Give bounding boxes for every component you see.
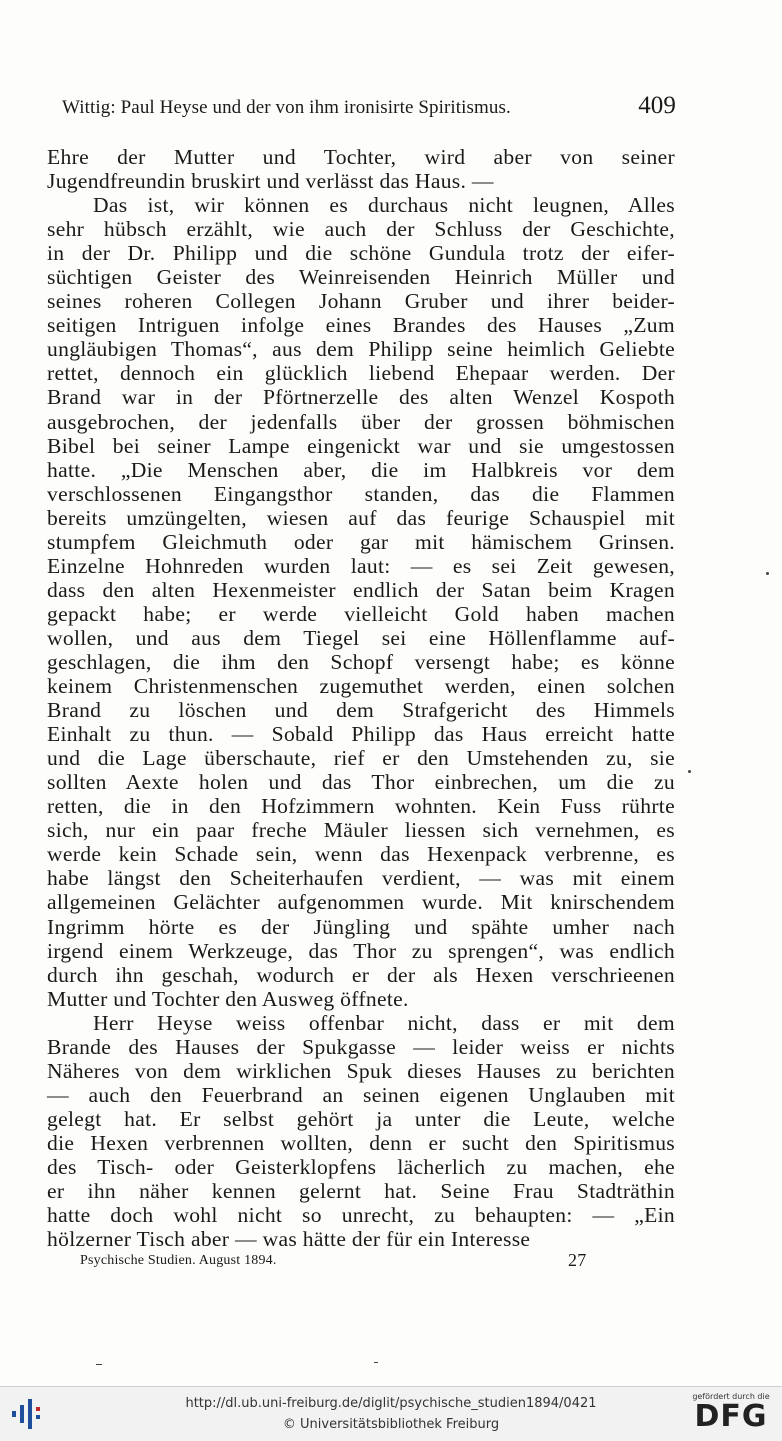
text-line: seines roheren Collegen Johann Gruber und ihrer beider-: [47, 289, 675, 314]
dfg-caption: gefördert durch die: [692, 1392, 770, 1401]
text-line: hölzerner Tisch aber — was hätte der für ein Interesse: [47, 1227, 531, 1252]
sheet-signature: 27: [568, 1250, 587, 1270]
text-line: keinem Christenmenschen zugemuthet werden, einen solchen: [47, 674, 675, 699]
text-line: und die Lage überschaute, rief er den Umstehenden zu, sie: [47, 746, 675, 771]
text-line: ungläubigen Thomas“, aus dem Philipp seine heimlich Geliebte: [47, 337, 675, 362]
dfg-logo-text: DFG: [694, 1399, 768, 1434]
text-line: — auch den Feuerbrand an seinen eigenen Unglauben mit: [47, 1082, 675, 1107]
text-line: sich, nur ein paar freche Mäuler liessen sich vernehmen, es: [47, 818, 675, 843]
text-line: hatte doch wohl nicht so unrecht, zu behaupten: — „Ein: [47, 1203, 675, 1228]
text-line: Ingrimm hörte es der Jüngling und spähte umher nach: [47, 914, 675, 939]
text-line: seitigen Intriguen infolge eines Brandes des Hauses „Zum: [47, 313, 675, 338]
text-line: stumpfem Gleichmuth oder gar mit hämischem Grinsen.: [47, 529, 675, 554]
text-line: ausgebrochen, der jedenfalls über der grossen böhmischen: [47, 409, 675, 434]
text-line: die Hexen verbrennen wollten, denn er sucht den Spiritismus: [47, 1130, 675, 1155]
text-line: irgend einem Werkzeuge, das Thor zu sprengen“, was endlich: [47, 938, 675, 963]
text-line: wollen, und aus dem Tiegel sei eine Höllenflamme auf-: [47, 625, 675, 650]
document-url-link[interactable]: http://dl.ub.uni-freiburg.de/diglit/psychische_studien1894/0421: [185, 1396, 597, 1411]
text-line: retten, die in den Hofzimmern wohnten. Kein Fuss rührte: [47, 794, 675, 819]
dfg-logo: [690, 1392, 772, 1433]
text-line: Einzelne Hohnreden wurden laut: — es sei Zeit gewesen,: [47, 553, 675, 578]
page-footer: [80, 1250, 600, 1277]
text-line: Brande des Hauses der Spukgasse — leider weiss er nichts: [47, 1034, 675, 1059]
text-line: Herr Heyse weiss offenbar nicht, dass er mit dem: [93, 1010, 675, 1035]
text-line: des Tisch- oder Geisterklopfens lächerlich zu machen, ehe: [47, 1154, 675, 1179]
running-head-title: Wittig: Paul Heyse und der von ihm ironisirte Spiritismus.: [62, 97, 511, 118]
text-line: bereits umzüngelten, wiesen auf das feurige Schauspiel mit: [47, 505, 675, 530]
text-line: Einhalt zu thun. — Sobald Philipp das Haus erreicht hatte: [47, 722, 675, 747]
text-line: habe längst den Scheiterhaufen verdient, — was mit einem: [47, 866, 675, 891]
text-line: Näheres von dem wirklichen Spuk dieses Hauses zu berichten: [47, 1058, 675, 1083]
text-line: sollten Aexte holen und das Thor einbrechen, um die zu: [47, 770, 675, 795]
page-number: 409: [638, 92, 676, 119]
text-line: süchtigen Geister des Weinreisenden Heinrich Müller und: [47, 265, 675, 290]
text-line: Mutter und Tochter den Ausweg öffnete.: [47, 986, 409, 1011]
scan-speck: [96, 1364, 102, 1365]
text-line: in der Dr. Philipp und die schöne Gundula trotz der eifer-: [47, 241, 675, 266]
scan-speck: [766, 572, 769, 575]
text-line: Ehre der Mutter und Tochter, wird aber von seiner: [47, 145, 675, 169]
viewer-bottom-bar: [0, 1386, 782, 1441]
text-line: Bibel bei seiner Lampe eingenickt war und sie umgestossen: [47, 433, 675, 458]
text-line: sehr hübsch erzählt, wie auch der Schluss der Geschichte,: [47, 217, 675, 242]
text-line: gelegt hat. Er selbst gehört ja unter die Leute, welche: [47, 1106, 675, 1131]
running-head: [62, 92, 676, 122]
text-line: hatte. „Die Menschen aber, die im Halbkreis vor dem: [47, 457, 675, 482]
text-line: werde kein Schade sein, wenn das Hexenpack verbrenne, es: [47, 842, 675, 867]
text-line: rettet, dennoch ein glücklich liebend Ehepaar werden. Der: [47, 361, 675, 386]
text-line: Jugendfreundin bruskirt und verlässt das Haus. —: [47, 169, 494, 194]
body-text: [47, 145, 675, 1251]
text-line: Brand war in der Pförtnerzelle des alten Wenzel Kospoth: [47, 385, 675, 410]
text-line: Das ist, wir können es durchaus nicht leugnen, Alles: [93, 193, 675, 218]
text-line: allgemeinen Gelächter aufgenommen wurde. Mit knirschendem: [47, 890, 675, 915]
text-line: er ihn näher kennen gelernt hat. Seine Frau Stadträthin: [47, 1179, 675, 1204]
scan-speck: [688, 770, 691, 773]
text-line: geschlagen, die ihm den Schopf versengt habe; es könne: [47, 649, 675, 674]
text-line: durch ihn geschah, wodurch er der als Hexen verschrieenen: [47, 962, 675, 987]
journal-signature: Psychische Studien. August 1894.: [80, 1253, 277, 1268]
scan-speck: [374, 1362, 378, 1363]
text-line: gepackt habe; er werde vielleicht Gold haben machen: [47, 601, 675, 626]
text-line: verschlossenen Eingangsthor standen, das die Flammen: [47, 481, 675, 506]
text-line: Brand zu löschen und dem Strafgericht des Himmels: [47, 698, 675, 723]
text-line: dass den alten Hexenmeister endlich der Satan beim Kragen: [47, 577, 675, 602]
copyright-notice: © Universitätsbibliothek Freiburg: [282, 1417, 500, 1432]
